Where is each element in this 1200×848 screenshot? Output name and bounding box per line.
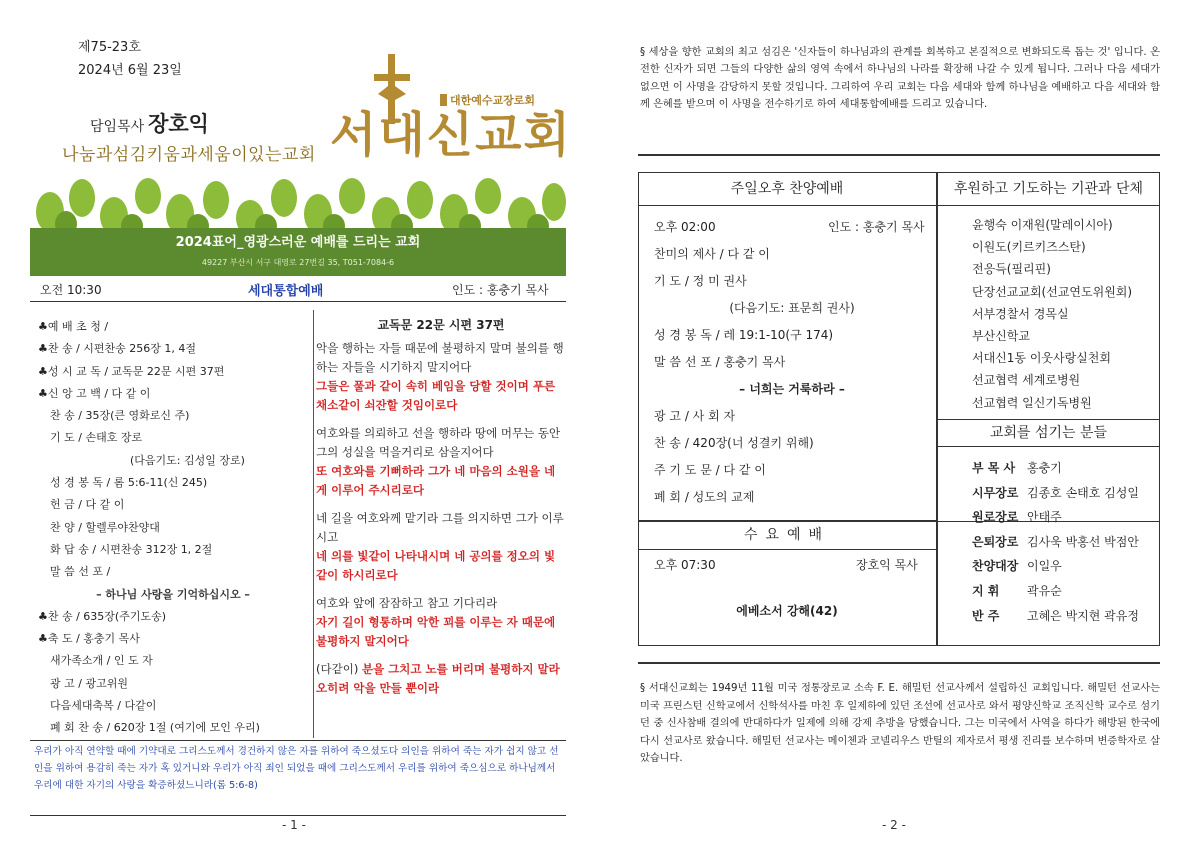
wednesday-sermon-title: 에베소서 강해(42): [736, 604, 838, 618]
staff-names: 김종호 손태호 김성일: [1027, 485, 1139, 500]
afternoon-item: 기 도 / 정 미 권사: [654, 274, 747, 288]
church-address: 49227 부산시 서구 대영로 27번길 35, T051-7084-6: [201, 258, 395, 267]
afternoon-leader: 인도 : 홍충기 목사: [828, 220, 925, 234]
afternoon-item: 주 기 도 문 / 다 같 이: [654, 463, 766, 477]
staff-names: 김사욱 박홍선 박점안: [1027, 534, 1139, 549]
issue-date: 2024년 6월 23일: [78, 63, 182, 78]
org-item: 윤행숙 이재원(말레이시아): [972, 218, 1113, 232]
page-number-right: - 2 -: [882, 818, 906, 832]
org-item: 서대신1동 이웃사랑실천회: [972, 351, 1111, 366]
morning-service-name: 세대통합예배: [248, 284, 324, 299]
afternoon-time-row: [654, 214, 930, 241]
afternoon-item: 찬 송 / 420장(너 성결키 위해): [654, 436, 814, 450]
afternoon-item: 폐 회 / 성도의 교제: [654, 490, 755, 504]
issue-info: [78, 36, 182, 82]
column-divider: [313, 310, 314, 738]
org-item: 부산신학교: [972, 328, 1030, 343]
reading-leader-line: (다같이): [316, 662, 359, 676]
intro-rule: [638, 154, 1160, 156]
staff-role: 부 목 사: [972, 461, 1016, 475]
responsive-reading: [316, 316, 566, 707]
memory-verse: 우리가 아직 연약할 때에 기약대로 그리스도께서 경건하지 않은 자를 위하여 죽으셨도다 의인을 위하여 죽는 자가 쉽지 않고 선인을 위하여 용감히 죽는 자가 혹 있거니와 우리가 아직 죄인 되었을 때에 그리스도께서 우리를 위하여 죽으심으로 하나님께서 우리에 대한 자기의 사랑을 확증하셨느니라(롬 5:6-8): [30, 740, 566, 816]
order-item: ♣신 앙 고 백 / 다 같 이: [38, 386, 151, 400]
order-item: 다음세대축복 / 다같이: [50, 699, 157, 713]
church-history-paragraph: § 서대신교회는 1949년 11월 미국 정통장로교 소속 F. E. 해밀턴 선교사께서 설립하신 교회입니다. 해밀턴 선교사는 미국 프린스턴 신학교에서 신학석사를 마친 후 일제하에 있던 조선에 선교사로 와서 평양신학교 조직신학 교수로 섬기던 중 신사참배 결의에 반대하다가 일제에 의해 강제 추방을 당했습니다. 그는 미국에서 사역을 하다가 해방된 한국에 다시 선교사로 왔습니다. 해밀턴 선교사는 메이첸과 코넬리우스 반틸의 제자로서 평생 진리를 보수하며 변증학자로 살았습니다.: [640, 683, 1160, 765]
order-item: 화 답 송 / 시편찬송 312장 1, 2절: [50, 542, 213, 556]
reading-block: [316, 594, 566, 651]
church-motto: 나눔과섬김키움과세움이있는교회: [62, 145, 316, 165]
afternoon-item: 광 고 / 사 회 자: [654, 409, 736, 423]
morning-service-time: 오전 10:30: [40, 283, 102, 297]
order-item: 기 도 / 손태호 장로: [50, 431, 143, 445]
reading-leader-line: 여호와 앞에 잠잠하고 참고 기다리라: [316, 596, 498, 610]
staff-role: 지 휘: [972, 583, 1000, 598]
order-item: ♣축 도 / 홍충기 목사: [38, 632, 140, 646]
pastor-title: 담임목사: [90, 119, 145, 135]
wednesday-service-header: 수요예배: [638, 520, 936, 550]
order-item-note: (다음기도: 김성일 장로): [130, 453, 245, 467]
order-item: 폐 회 찬 송 / 620장 1절 (여기에 모인 우리): [50, 721, 260, 735]
supported-orgs-list: [972, 214, 1152, 414]
staff-header: 교회를 섬기는 분들: [937, 419, 1160, 447]
pastor-name: 장호익: [148, 112, 209, 136]
leaves-banner-art: [30, 168, 566, 236]
org-item: 단장선교교회(선교연도위원회): [972, 284, 1133, 299]
staff-row: [972, 456, 1160, 481]
order-item: 찬 양 / 할렐루야찬양대: [50, 520, 160, 534]
wednesday-time: 오후 07:30: [654, 558, 716, 572]
intro-paragraph: § 세상을 향한 교회의 최고 섬김은 '신자들이 하나님과의 관계를 회복하고 본질적으로 변화되도록 돕는 것' 입니다. 온전한 신자가 되면 그들의 다양한 삶의 영역 속에서 하나님의 나라를 확장해 나갈 수 있게 됩니다. 그러나 다음 세대가 없으면 이 사명을 감당하지 못할 것입니다. 그리하여 우리 교회는 다음 세대와 함께 하나님을 예배하고 다음 세대와 함께 은혜를 받으며 이 사명을 전수하기로 하여 세대통합예배를 드리고 있습니다.: [640, 47, 1160, 111]
afternoon-service-order: [654, 214, 930, 511]
sermon-title: – 하나님 사랑을 기억하십시오 –: [96, 587, 250, 601]
staff-role: 은퇴장로: [972, 534, 1019, 549]
church-name-logo: 서대신교회: [330, 107, 572, 163]
reading-response-line: 또 여호와를 기뻐하라 그가 네 마음의 소원을 네게 이루어 주시리로다: [316, 464, 556, 497]
banner-title: 2024표어_영광스러운 예배를 드리는 교회: [175, 235, 421, 250]
org-item: 서부경찰서 경목실: [972, 306, 1069, 321]
order-item: ♣찬 송 / 635장(주기도송): [38, 609, 167, 623]
staff-names: 안태주: [1027, 510, 1062, 525]
org-item: 선교협력 일신기독병원: [972, 395, 1092, 410]
supported-orgs-header: 후원하고 기도하는 기관과 단체: [937, 172, 1160, 206]
reading-response-line: 네 의를 빛같이 나타내시며 네 공의를 정오의 빛같이 하시리로다: [316, 549, 556, 582]
denomination-label: 대한예수교장로회: [440, 92, 535, 108]
order-item: 말 씀 선 포 /: [50, 565, 111, 579]
staff-role: 찬양대장: [972, 559, 1019, 574]
history-rule: [638, 662, 1160, 664]
reading-leader-line: 네 길을 여호와께 맡기라 그를 의지하면 그가 이루시고: [316, 511, 564, 544]
staff-names: 곽유순: [1027, 583, 1062, 598]
order-item: ♣예 배 초 청 /: [38, 320, 109, 333]
order-item: ♣찬 송 / 시편찬송 256장 1, 4절: [38, 342, 197, 356]
staff-role: 원로장로: [972, 510, 1019, 525]
reading-block: [316, 424, 566, 500]
org-item: 선교협력 세계로병원: [972, 373, 1081, 388]
reading-block: [316, 660, 566, 698]
morning-service-leader: 인도 : 홍충기 목사: [452, 283, 549, 297]
staff-role: 시무장로: [972, 485, 1019, 500]
order-item: 헌 금 / 다 같 이: [50, 498, 125, 512]
reading-response-line: 분을 그치고 노를 버리며 불평하지 말라 오히려 악을 만들 뿐이라: [316, 662, 560, 695]
issue-number: 제75-23호: [78, 40, 141, 55]
afternoon-item-note: (다음기도: 표문희 권사): [729, 301, 855, 315]
staff-row: [972, 481, 1160, 506]
staff-role: 반 주: [972, 608, 1000, 623]
order-item: ♣성 시 교 독 / 교독문 22문 시편 37편: [38, 364, 225, 378]
org-item: 전응득(필리핀): [972, 262, 1051, 277]
reading-leader-line: 악을 행하는 자들 때문에 불평하지 말며 불의를 행하는 자들을 시기하지 말지어다: [316, 341, 564, 374]
staff-names: 이일우: [1027, 559, 1062, 574]
afternoon-sermon-title: – 너희는 거룩하라 –: [739, 382, 845, 396]
reading-block: [316, 509, 566, 585]
wednesday-leader: 장호익 목사: [856, 558, 918, 572]
staff-names: 고혜은 박지현 곽유정: [1027, 608, 1139, 623]
afternoon-item: 말 씀 선 포 / 홍충기 목사: [654, 355, 786, 369]
afternoon-service-header: 주일오후 찬양예배: [638, 172, 936, 206]
reading-title: 교독문 22문 시편 37편: [377, 318, 505, 332]
order-of-worship: [38, 316, 308, 740]
reading-block: [316, 339, 566, 415]
afternoon-time: 오후 02:00: [654, 220, 716, 234]
order-item: 성 경 봉 독 / 롬 5:6-11(신 245): [50, 476, 208, 490]
reading-response-line: 자기 길이 형통하며 악한 꾀를 이루는 자 때문에 불평하지 말지어다: [316, 615, 556, 648]
staff-names: 홍충기: [1027, 461, 1062, 475]
order-item: 광 고 / 광고위원: [50, 676, 128, 690]
pastor-line: [90, 108, 209, 138]
order-item: 찬 송 / 35장(큰 영화로신 주): [50, 409, 190, 423]
page-number-left: - 1 -: [282, 818, 306, 832]
org-item: 이원도(키르키즈스탄): [972, 240, 1086, 255]
order-item: 새가족소개 / 인 도 자: [50, 654, 153, 668]
reading-leader-line: 여호와를 의뢰하고 선을 행하라 땅에 머무는 동안 그의 성실을 먹을거리로 삼을지어다: [316, 426, 561, 459]
afternoon-item: 찬미의 제사 / 다 같 이: [654, 247, 770, 261]
reading-response-line: 그들은 풀과 같이 속히 베임을 당할 것이며 푸른 채소같이 쇠잔할 것임이로다: [316, 379, 556, 412]
afternoon-item: 성 경 봉 독 / 레 19:1-10(구 174): [654, 328, 834, 342]
